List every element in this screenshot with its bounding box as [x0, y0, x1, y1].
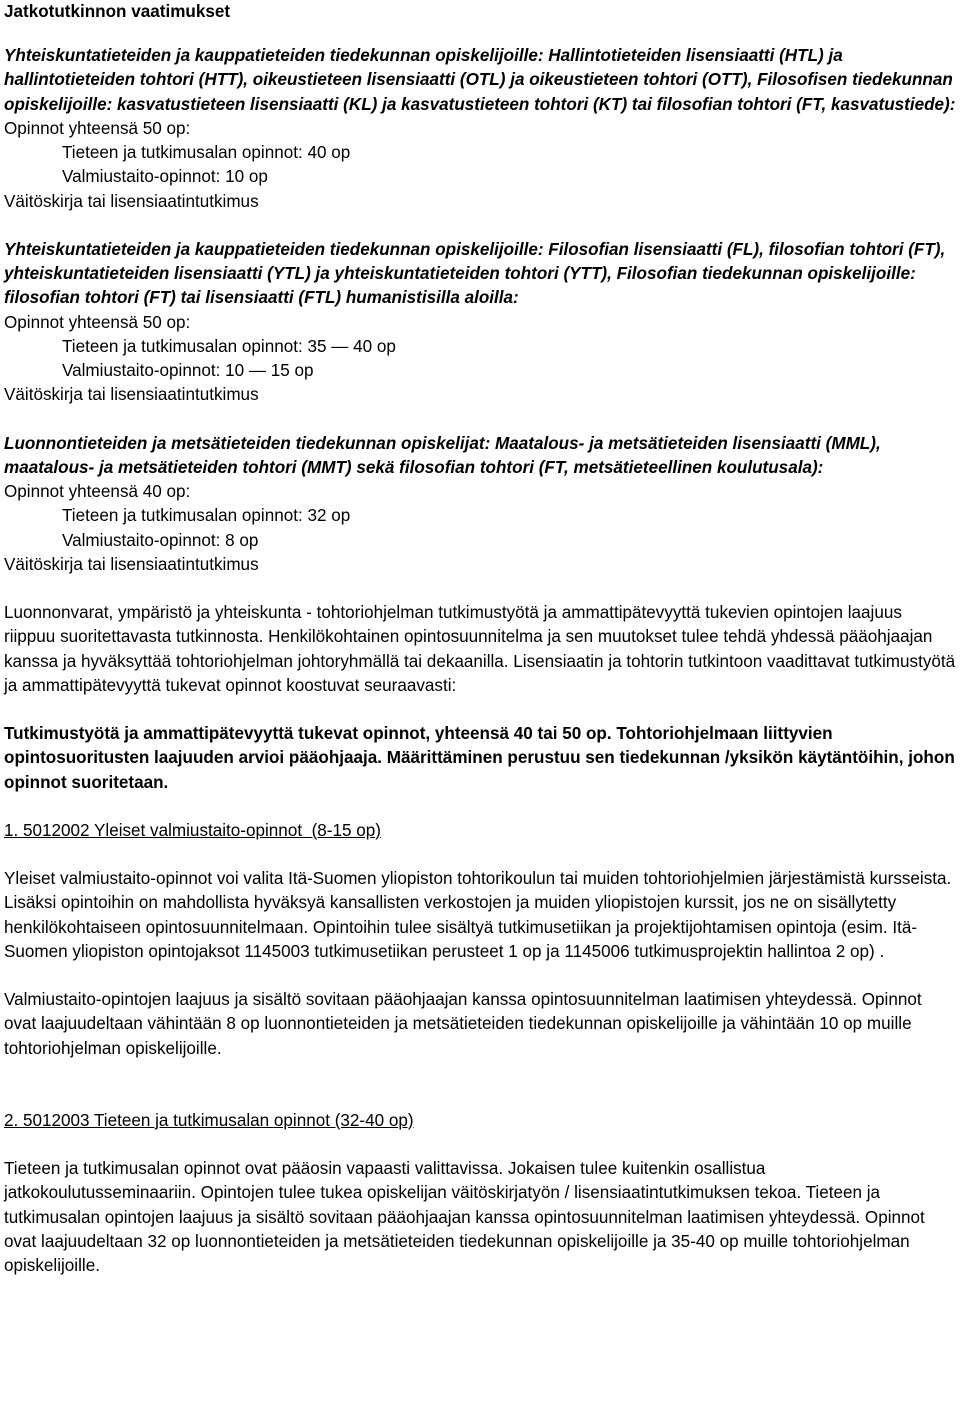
section2-thesis: Väitöskirja tai lisensiaatintutkimus [4, 385, 259, 405]
intro-paragraph: Luonnonvarat, ympäristö ja yhteiskunta - tohtoriohjelman tutkimustyötä ja ammattipätevyyttä tukevien opintojen laajuus riippuu suoritettavasta tutkinnosta. Henkilökohtainen opintosuunnitelma ja sen muutokset tulee tehdä yhdessä pääohjaajan kanssa ja hyväksyttää tohtoriohjelman johtoryhmällä tai dekaanilla. Lisensiaatin ja tohtorin tutkintoon vaadittavat tutkimustyötä ja ammattipätevyyttä tukevat opinnot koostuvat seuraavasti: [4, 603, 956, 695]
section1-heading: Yhteiskuntatieteiden ja kauppatieteiden tiedekunnan opiskelijoille: Hallintotieteiden lisensiaatti (HTL) ja hallintotieteiden tohtori (HTT), oikeustieteen lisensiaatti (OTL) ja oikeustieteen tohtori (OTT), Filosofisen tiedekunnan opiskelijoille: kasvatustieteen lisensiaatti (KL) ja kasvatustieteen tohtori (KT) tai filosofian tohtori (FT, kasvatustiede): [4, 46, 956, 114]
section1-skills-studies: Valmiustaito-opinnot: 10 op [62, 167, 268, 187]
section1-thesis: Väitöskirja tai lisensiaatintutkimus [4, 191, 259, 211]
section3-total: Opinnot yhteensä 40 op: [4, 482, 191, 501]
section3-field-studies: Tieteen ja tutkimusalan opinnot: 32 op [62, 506, 351, 526]
section2-skills-studies: Valmiustaito-opinnot: 10 — 15 op [62, 361, 314, 380]
document-page [4, 0, 956, 1278]
course1-heading: 1. 5012002 Yleiset valmiustaito-opinnot (8-15 op) [4, 820, 381, 840]
section1-total: Opinnot yhteensä 50 op: [4, 118, 191, 138]
section2-total: Opinnot yhteensä 50 op: [4, 312, 191, 332]
section3-heading: Luonnontieteiden ja metsätieteiden tiedekunnan opiskelijat: Maatalous- ja metsätieteiden lisensiaatti (MML), maatalous- ja metsätieteiden tohtori (MMT) sekä filosofian tohtori (FT, metsätieteellinen koulutusala): [4, 433, 881, 477]
document-title: Jatkotutkinnon vaatimukset [4, 2, 231, 21]
course2-heading: 2. 5012003 Tieteen ja tutkimusalan opinnot (32-40 op) [4, 1110, 414, 1130]
section1-field-studies: Tieteen ja tutkimusalan opinnot: 40 op [62, 143, 351, 162]
section2-field-studies: Tieteen ja tutkimusalan opinnot: 35 — 40 op [62, 336, 396, 356]
course1-description: Yleiset valmiustaito-opinnot voi valita Itä-Suomen yliopiston tohtorikoulun tai muiden tohtoriohjelmien järjestämistä kursseista. Lisäksi opintoihin on mahdollista hyväksyä kansallisten verkostojen ja muiden yliopistojen kurssit, jos ne on sisällytetty henkilökohtaiseen opintosuunnitelmaan. Opintoihin tulee sisältyä tutkimusetiikan ja projektijohtamisen opintoja (esim. Itä-Suomen yliopiston opintojaksot 1145003 tutkimusetiikan perusteet 1 op ja 1145006 tutkimusprojektin hallintoa 2 op) . [4, 869, 952, 961]
section3-skills-studies: Valmiustaito-opinnot: 8 op [62, 530, 259, 550]
course2-description: Tieteen ja tutkimusalan opinnot ovat pääosin vapaasti valittavissa. Jokaisen tulee kuitenkin osallistua jatkokoulutusseminaariin. Opintojen tulee tukea opiskelijan väitöskirjatyön / lisensiaatintutkimuksen tekoa. Tieteen ja tutkimusalan opintojen laajuus ja sisältö sovitaan pääohjaajan kanssa opintosuunnitelman laatimisen yhteydessä. Opinnot ovat laajuudeltaan 32 op luonnontieteiden ja metsätieteiden tiedekunnan opiskelijoille ja 35-40 op muille tohtoriohjelman opiskelijoille. [4, 1159, 925, 1275]
requirements-summary: Tutkimustyötä ja ammattipätevyyttä tukevat opinnot, yhteensä 40 tai 50 op. Tohtoriohjelmaan liittyvien opintosuoritusten laajuuden arvioi pääohjaaja. Määrittäminen perustuu sen tiedekunnan /yksikön käytäntöihin, johon opinnot suoritetaan. [4, 724, 955, 792]
section3-thesis: Väitöskirja tai lisensiaatintutkimus [4, 554, 259, 574]
section2-heading: Yhteiskuntatieteiden ja kauppatieteiden tiedekunnan opiskelijoille: Filosofian lisensiaatti (FL), filosofian tohtori (FT), yhteiskuntatieteiden lisensiaatti (YTL) ja yhteiskuntatieteiden tohtori (YTT), Filosofian tiedekunnan opiskelijoille: filosofian tohtori (FT) tai lisensiaatti (FTL) humanistisilla aloilla: [4, 239, 946, 308]
course1-scope: Valmiustaito-opintojen laajuus ja sisältö sovitaan pääohjaajan kanssa opintosuunnitelman laatimisen yhteydessä. Opinnot ovat laajuudeltaan vähintään 8 op luonnontieteiden ja metsätieteiden tiedekunnan opiskelijoille ja vähintään 10 op muille tohtoriohjelman opiskelijoille. [4, 990, 922, 1058]
